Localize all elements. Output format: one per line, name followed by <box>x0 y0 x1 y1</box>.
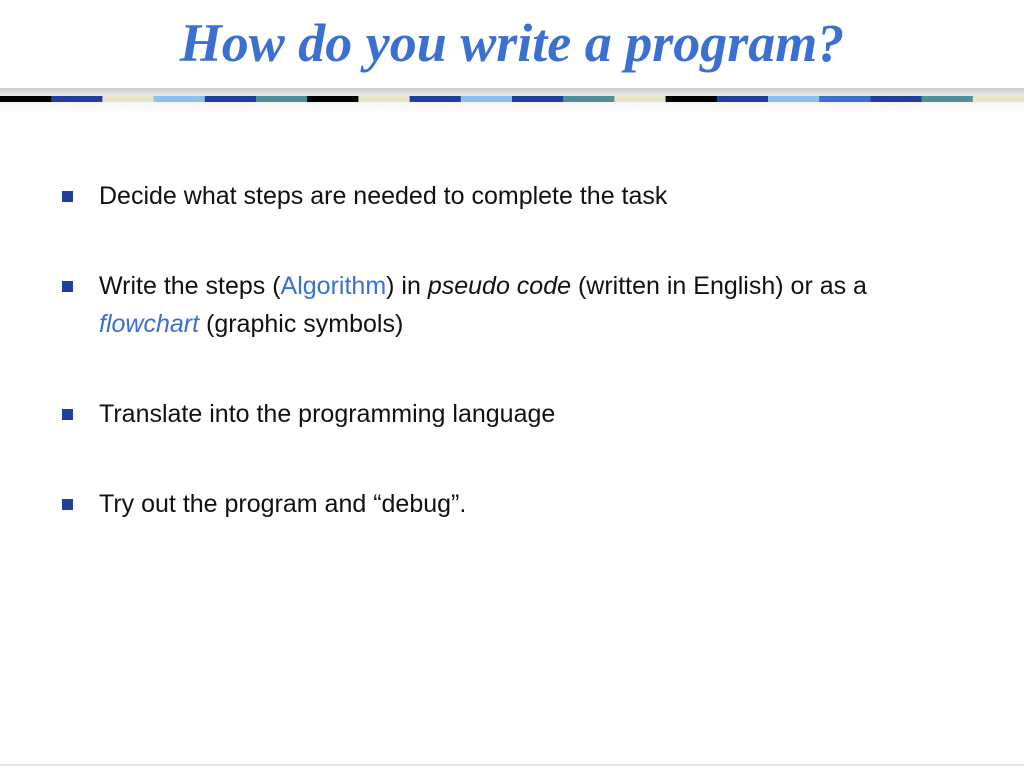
stripe-segment <box>256 96 308 102</box>
bullet-text: Decide what steps are needed to complete the task <box>99 182 668 210</box>
stripe-segment <box>922 96 974 102</box>
stripe-segment <box>0 96 52 102</box>
stripe-segment <box>768 96 820 102</box>
stripe-segment <box>870 96 922 102</box>
stripe-segment <box>307 96 359 102</box>
stripe-segment <box>358 96 410 102</box>
stripe-segment <box>512 96 564 102</box>
bullet-text-part: Write the steps ( <box>99 272 281 300</box>
bullet-text: Translate into the programming language <box>99 400 556 428</box>
algorithm-term: Algorithm <box>280 272 387 300</box>
square-bullet-icon <box>62 409 73 420</box>
stripe-segment <box>973 96 1024 102</box>
stripe-segment <box>563 96 615 102</box>
slide-title: How do you write a program? <box>179 13 845 73</box>
bullet-text: Try out the program and “debug”. <box>99 490 467 518</box>
bullet-text-part: (written in English) or as a <box>571 272 867 300</box>
stripe-segment <box>51 96 103 102</box>
stripe-segment <box>102 96 154 102</box>
stripe-segment <box>666 96 718 102</box>
decorative-stripe <box>0 96 1024 102</box>
stripe-segment <box>154 96 206 102</box>
square-bullet-icon <box>62 191 73 202</box>
bullet-text <box>99 267 969 343</box>
stripe-segment <box>717 96 769 102</box>
stripe-segment <box>819 96 871 102</box>
footer-divider <box>0 764 1024 766</box>
square-bullet-icon <box>62 499 73 510</box>
bullet-text-part: (graphic symbols) <box>199 310 404 338</box>
stripe-segment <box>614 96 666 102</box>
stripe-segment <box>410 96 462 102</box>
pseudo-code-term: pseudo code <box>427 272 572 300</box>
flowchart-term: flowchart <box>99 310 200 338</box>
square-bullet-icon <box>62 281 73 292</box>
title-divider-band <box>0 88 1024 114</box>
stripe-segment <box>205 96 257 102</box>
bullet-text-part: ) in <box>386 272 428 300</box>
stripe-segment <box>461 96 513 102</box>
